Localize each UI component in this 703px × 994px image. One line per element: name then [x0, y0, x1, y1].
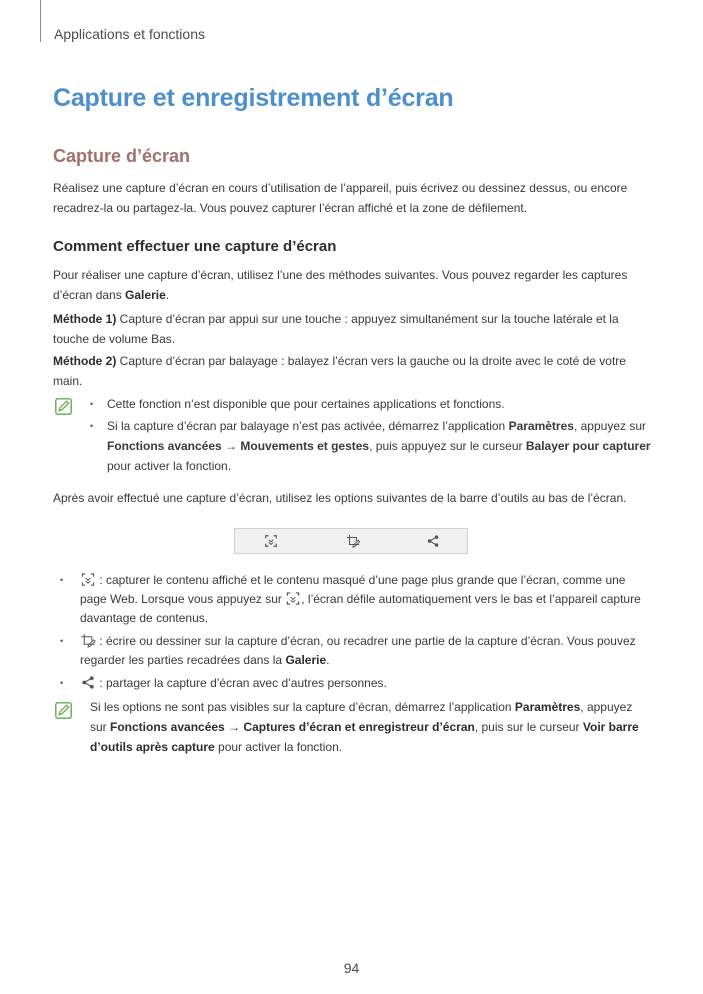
method-2-label: Méthode 2) — [53, 354, 117, 368]
capture-toolbar — [234, 528, 468, 554]
option-share: • : partager la capture d’écran avec d’autres personnes. — [60, 674, 652, 693]
note-icon — [55, 702, 72, 719]
note-list — [90, 394, 652, 478]
toolbar-intro: Après avoir effectué une capture d’écran, utilisez les options suivantes de la barre d’outils au bas de l’écran. — [53, 491, 627, 505]
gallery-app-name: Galerie — [125, 288, 166, 302]
share-icon — [426, 534, 440, 548]
share-icon — [80, 675, 96, 690]
method-1-label: Méthode 1) — [53, 312, 117, 326]
corner-mark — [40, 0, 41, 42]
draw-crop-icon — [80, 633, 96, 648]
method-1: Méthode 1) Capture d’écran par appui sur une touche : appuyez simultanément sur la touche latérale et la touche de volume Bas. — [53, 312, 619, 346]
method-2: Méthode 2) Capture d’écran par balayage : balayez l’écran vers la gauche ou la droite avec le coté de votre main. — [53, 354, 626, 388]
subsection-title: Comment effectuer une capture d’écran — [53, 238, 337, 255]
note-item: • Si la capture d’écran par balayage n’est pas activée, démarrez l’application Paramètres, appuyez sur Fonctions avancées → Mouvements et gestes, puis appuyez sur le curseur Balayer pour capturer pour activer la fonction. — [90, 416, 652, 476]
draw-crop-icon — [346, 534, 360, 548]
scroll-capture-icon — [264, 534, 278, 548]
section-intro: Réalisez une capture d’écran en cours d’utilisation de l’appareil, puis écrivez ou dessinez dessus, ou encore recadrez-la ou partagez-la. Vous pouvez capturer l’écran affiché et la zone de défilement. — [53, 181, 628, 215]
toolbar-options-list — [60, 571, 652, 697]
methods-intro: Pour réaliser une capture d’écran, utilisez l’une des méthodes suivantes. Vous pouvez regarder les captures d’écran dans Galerie. — [53, 268, 628, 302]
option-draw-crop: • : écrire ou dessiner sur la capture d’écran, ou recadrer une partie de la capture d’écran. Vous pouvez regarder les parties recadrées dans la Galerie. — [60, 632, 652, 670]
toolbar-note: Si les options ne sont pas visibles sur la capture d’écran, démarrez l’application Paramètres, appuyez sur Fonctions avancées → Captures d’écran et enregistreur d’écran, puis sur le curseur Voir barre d’outils après capture pour activer la fonction. — [90, 700, 639, 754]
scroll-capture-icon — [285, 591, 301, 606]
option-scroll-capture: • : capturer le contenu affiché et le contenu masqué d’une page plus grande que l’écran, comme une page Web. Lorsque vous appuyez sur , l’écran défile automatiquement vers le bas et l’appareil capture davantage de contenus. — [60, 571, 652, 628]
running-header: Applications et fonctions — [54, 26, 205, 42]
scroll-capture-icon — [80, 572, 96, 587]
section-title: Capture d’écran — [53, 146, 191, 166]
note-item: • Cette fonction n’est disponible que pour certaines applications et fonctions. — [90, 394, 652, 414]
page-title: Capture et enregistrement d’écran — [53, 84, 454, 112]
note-icon — [55, 398, 72, 415]
page-number: 94 — [343, 960, 360, 976]
